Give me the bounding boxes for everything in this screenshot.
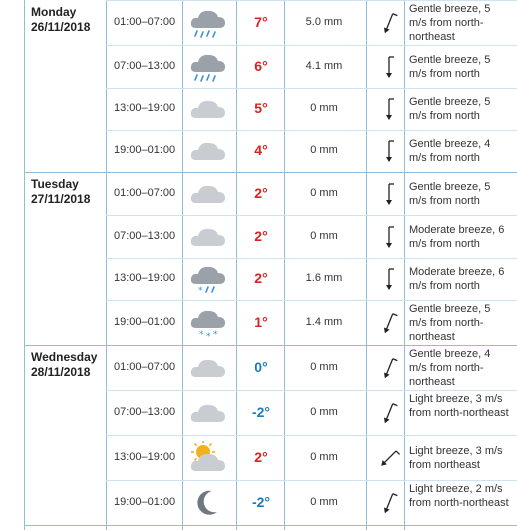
wind-arrow-icon [378,55,400,79]
rain-cloud-icon [188,50,230,84]
temperature: 7° [254,14,268,30]
row-divider [106,88,517,89]
precipitation: 0 mm [310,187,338,199]
forecast-row [0,435,517,480]
wind-arrow-icon [378,401,400,425]
row-divider [106,215,517,216]
time-range: 07:00–13:00 [114,230,176,242]
row-divider [24,172,517,173]
row-divider [106,390,517,391]
row-divider [106,0,517,1]
precipitation: 0 mm [310,496,338,508]
forecast-row [0,215,517,258]
cloud-icon [188,396,230,430]
time-range: 07:00–13:00 [114,60,176,72]
wind-description: Gentle breeze, 5 m/s from north-northeast [409,303,491,343]
svg-text:*: * [213,330,218,340]
wind-description: Light breeze, 2 m/s from north-northeast [409,483,509,509]
wind-description: Moderate breeze, 6 m/s from north [409,224,505,250]
wind-description: Gentle breeze, 4 m/s from north [409,138,491,164]
sleet-cloud-icon [188,262,230,296]
precipitation: 0 mm [310,144,338,156]
forecast-row [0,258,517,300]
precipitation: 0 mm [310,230,338,242]
wind-description: Gentle breeze, 5 m/s from north [409,181,491,207]
forecast-row [0,300,517,345]
wind-arrow-icon [378,491,400,515]
cloud-icon [188,351,230,385]
row-divider [106,435,517,436]
temperature: 2° [254,185,268,201]
wind-description: Gentle breeze, 5 m/s from north [409,96,491,122]
wind-arrow-icon [378,446,400,470]
svg-text:*: * [199,330,204,340]
wind-arrow-icon [378,139,400,163]
temperature: 2° [254,449,268,465]
temperature: -2° [251,404,271,420]
wind-description: Gentle breeze, 5 m/s from north [409,54,491,80]
wind-description: Gentle breeze, 5 m/s from north-northeast [409,3,491,43]
precipitation: 5.0 mm [305,16,343,28]
wind-arrow-icon [378,311,400,335]
row-divider [106,480,517,481]
wind-description: Moderate breeze, 6 m/s from north [409,266,505,292]
time-range: 01:00–07:00 [114,361,176,373]
precipitation: 1.6 mm [305,272,343,284]
precipitation: 0 mm [310,406,338,418]
temperature: 5° [254,100,268,116]
svg-text:*: * [206,332,211,340]
temperature: 0° [254,359,268,375]
time-range: 19:00–01:00 [114,144,176,156]
wind-arrow-icon [378,356,400,380]
forecast-row [0,390,517,435]
row-divider [106,300,517,301]
day-name: Monday [31,5,77,19]
temperature: -2° [251,494,271,510]
day-date: 28/11/2018 [31,365,91,379]
precipitation: 0 mm [310,451,338,463]
time-range: 19:00–01:00 [114,316,176,328]
forecast-row [0,88,517,130]
precipitation: 0 mm [310,102,338,114]
precipitation: 4.1 mm [305,60,343,72]
time-range: 13:00–19:00 [114,272,176,284]
time-range: 01:00–07:00 [114,187,176,199]
wind-description: Gentle breeze, 4 m/s from north-northeast [409,348,491,388]
wind-arrow-icon [378,267,400,291]
cloud-icon [188,92,230,126]
day-date: 26/11/2018 [31,20,91,34]
wind-arrow-icon [378,182,400,206]
row-divider [24,345,517,346]
rain-cloud-icon [188,6,230,40]
forecast-row [0,0,517,45]
precipitation: 1.4 mm [305,316,343,328]
wind-arrow-icon [378,11,400,35]
day-date: 27/11/2018 [31,192,91,206]
time-range: 01:00–07:00 [114,16,176,28]
time-range: 19:00–01:00 [114,496,176,508]
precipitation: 0 mm [310,361,338,373]
temperature: 2° [254,228,268,244]
wind-arrow-icon [378,225,400,249]
row-divider [106,130,517,131]
partly-sunny-icon [188,441,230,475]
moon-icon [188,486,230,520]
temperature: 1° [254,314,268,330]
forecast-row [0,480,517,525]
temperature: 6° [254,58,268,74]
time-range: 13:00–19:00 [114,102,176,114]
cloud-icon [188,134,230,168]
forecast-row [0,172,517,215]
row-divider [24,525,517,526]
row-divider [106,258,517,259]
forecast-row [0,130,517,172]
row-divider [106,45,517,46]
temperature: 4° [254,142,268,158]
forecast-row [0,45,517,88]
temperature: 2° [254,270,268,286]
cloud-icon [188,177,230,211]
day-name: Tuesday [31,177,79,191]
snow-cloud-icon [188,306,230,340]
wind-description: Light breeze, 3 m/s from northeast [409,445,503,471]
cloud-icon [188,220,230,254]
wind-description: Light breeze, 3 m/s from north-northeast [409,393,509,419]
svg-text:*: * [198,286,203,296]
wind-arrow-icon [378,97,400,121]
day-name: Wednesday [31,350,98,364]
time-range: 07:00–13:00 [114,406,176,418]
forecast-row [0,345,517,390]
time-range: 13:00–19:00 [114,451,176,463]
